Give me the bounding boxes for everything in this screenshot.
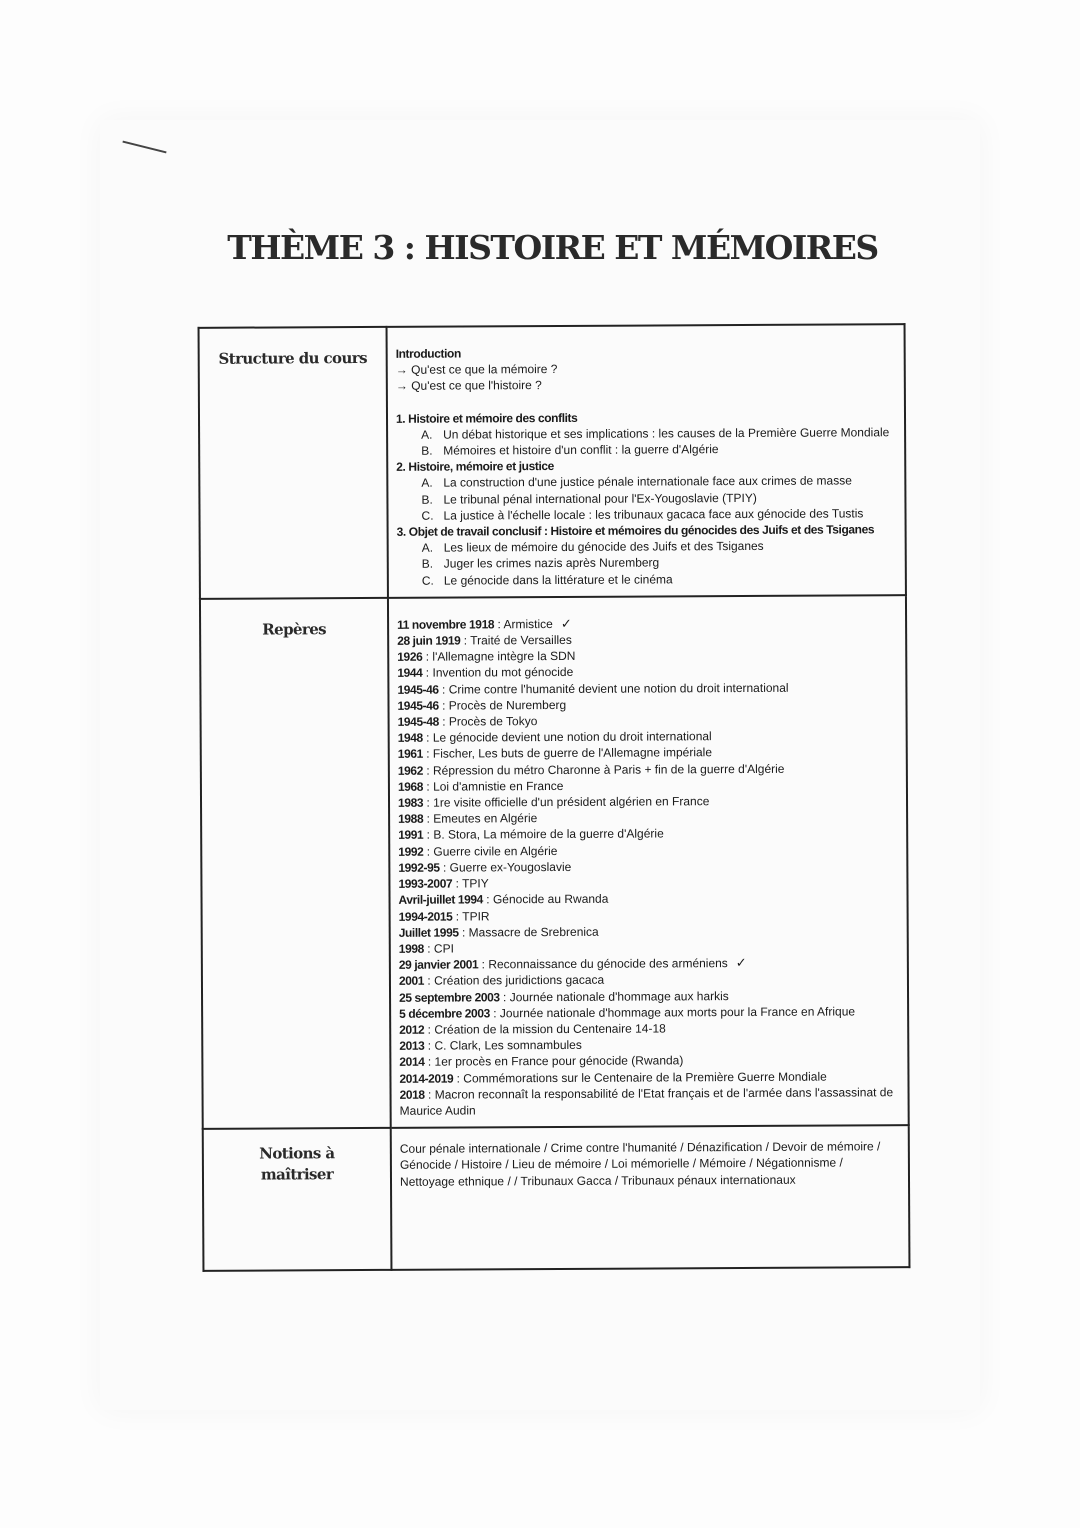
item-letter: B. [421,443,433,458]
part-title: 1. Histoire et mémoire des conflits [395,410,578,426]
repere-date: 2001 [398,973,425,989]
repere-item: 1962 : Répression du métro Charonne à Paris + fin de la guerre d'Algérie [397,761,785,778]
repere-item: 2014 : 1er procès en France pour génocide (Rwanda) [399,1053,684,1070]
part-item [396,424,896,443]
repere-text: Guerre ex-Yougoslavie [449,859,572,875]
repere-text: l'Allemagne intègre la SDN [432,649,576,664]
item-text: Le génocide dans la littérature et le cinéma [443,572,673,588]
repere-text: Macron reconnaît la responsabilité de l'Etat français et de l'armée dans l'assassinat de Maurice Audin [399,1084,894,1118]
repere-item: Avril-juillet 1994 : Génocide au Rwanda [398,892,609,908]
repere-date: 1945-46 [397,698,439,713]
course-table [198,323,911,1272]
repere-item: 1994-2015 : TPIR [398,908,490,924]
repere-text: Procès de Nuremberg [448,697,567,713]
item-letter: A. [421,476,433,491]
repere-item: 29 janvier 2001 : Reconnaissance du génocide des arméniens ✓ [398,955,747,972]
intro-heading: Introduction [395,346,461,361]
notions-content: Cour pénale internationale / Crime contre l'humanité / Dénazification / Devoir de mémoire / Génocide / Histoire / Lieu de mémoire / Loi mémorielle / Mémoire / Négationnisme / Nettoyage ethnique / / Tribunaux Gacca / Tribunaux pénaux internationaux [391,1125,910,1270]
repere-item: 1948 : Le génocide devient une notion du droit international [397,729,712,746]
repere-date: 2014 [399,1055,425,1070]
reperes-content [388,595,909,1128]
checkmark-icon: ✓ [735,955,747,971]
repere-text: Journée nationale d'hommage aux morts pour la France en Afrique [499,1004,856,1021]
repere-text: Création des juridictions gacaca [434,973,605,988]
repere-item: 1968 : Loi d'amnistie en France [397,778,564,794]
repere-item: 1961 : Fischer, Les buts de guerre de l'Allemagne impériale [397,745,713,762]
repere-date: 1944 [397,666,423,681]
repere-item: 1993-2007 : TPIY [398,876,489,891]
item-letter: B. [421,492,433,507]
repere-date: 1926 [397,649,423,665]
repere-date: 1992-95 [398,860,440,875]
repere-text: Traité de Versailles [470,632,572,648]
repere-date: 1994-2015 [398,909,453,924]
label-structure: Structure du cours [199,327,388,599]
row-structure [199,324,906,599]
question: → Qu'est ce que l'histoire ? [395,378,542,394]
repere-text: Commémorations sur le Centenaire de la Première Guerre Mondiale [463,1069,827,1086]
repere-date: 1968 [397,779,424,794]
row-notions [203,1125,910,1271]
repere-text: Journée nationale d'hommage aux harkis [509,988,729,1004]
repere-text: Création de la mission du Centenaire 14-18 [434,1021,666,1037]
repere-text: 1er procès en France pour génocide (Rwanda) [434,1053,684,1069]
repere-item: 2001 : Création des juridictions gacaca [398,973,605,989]
repere-date: 1945-48 [397,714,439,729]
repere-text: Répression du métro Charonne à Paris + fin de la guerre d'Algérie [432,761,785,778]
repere-item: 1926 : l'Allemagne intègre la SDN [397,649,576,665]
repere-date: 1961 [397,747,423,762]
repere-item: 1992-95 : Guerre ex-Yougoslavie [398,859,572,875]
repere-item: 2013 : C. Clark, Les somnambules [399,1037,582,1053]
label-notions: Notions à maîtriser [203,1128,392,1271]
repere-date: 2018 [399,1087,425,1102]
repere-text: Crime contre l'humanité devient une notion du droit international [448,680,789,697]
structure-content [387,324,906,598]
repere-text: Massacre de Srebrenica [468,924,599,940]
repere-date: Juillet 1995 [398,925,459,940]
repere-item: 1983 : 1re visite officielle d'un président algérien en France [397,794,710,810]
repere-date: 11 novembre 1918 [397,617,495,632]
item-letter: B. [421,557,434,572]
repere-item: 11 novembre 1918 : Armistice ✓ [397,615,572,632]
repere-item: 1998 : CPI [398,941,454,956]
item-text: Les lieux de mémoire du génocide des Juifs et des Tsiganes [443,539,764,555]
part-title: 2. Histoire, mémoire et justice [396,459,554,475]
row-reperes [200,595,909,1129]
part-title: 3. Objet de travail conclusif : Histoire et mémoires du génocides des Juifs et des Tsiganes [396,522,875,539]
item-letter: C. [421,508,434,523]
repere-date: 1948 [397,730,423,746]
repere-text: TPIY [462,876,489,891]
repere-item: 1991 : B. Stora, La mémoire de la guerre d'Algérie [398,826,664,843]
repere-date: 1992 [398,844,424,859]
repere-text: C. Clark, Les somnambules [434,1037,582,1053]
item-text: Mémoires et histoire d'un conflit : la guerre d'Algérie [443,442,719,458]
repere-item: Juillet 1995 : Massacre de Srebrenica [398,924,599,940]
repere-item: 2014-2019 : Commémorations sur le Centenaire de la Première Guerre Mondiale [399,1069,827,1086]
repere-item: 1945-46 : Crime contre l'humanité devient une notion du droit international [397,680,789,697]
label-reperes: Repères [200,598,391,1129]
page-title: THÈME 3 : HISTOIRE ET MÉMOIRES [227,228,878,267]
repere-date: 2012 [399,1022,425,1037]
repere-item: 2018 : Macron reconnaît la responsabilité de l'Etat français et de l'armée dans l'assassinat de Maurice Audin [399,1084,894,1118]
repere-date: 1993-2007 [398,876,453,891]
repere-date: 28 juin 1919 [397,633,461,648]
part-item [397,570,897,589]
repere-date: 25 septembre 2003 [399,989,500,1005]
item-letter: A. [421,540,434,555]
item-letter: C. [421,573,434,588]
repere-item: 1945-46 : Procès de Nuremberg [397,697,567,713]
repere-text: B. Stora, La mémoire de la guerre d'Algérie [433,826,664,843]
repere-text: Le génocide devient une notion du droit international [432,729,712,745]
item-text: La justice à l'échelle locale : les tribunaux gacaca face aux génocide des Tustis [443,506,864,523]
repere-text: Loi d'amnistie en France [433,778,564,794]
repere-date: 2014-2019 [399,1071,454,1086]
repere-text: Procès de Tokyo [448,714,538,729]
repere-text: Fischer, Les buts de guerre de l'Allemagne impériale [432,745,713,762]
repere-date: 2013 [399,1038,425,1053]
repere-item: 1988 : Emeutes en Algérie [398,811,538,827]
checkmark-icon: ✓ [560,615,572,631]
repere-item: 28 juin 1919 : Traité de Versailles [397,632,572,648]
repere-date: 1983 [397,795,424,810]
item-letter: A. [421,427,433,442]
repere-item: 2012 : Création de la mission du Centenaire 14-18 [399,1021,666,1037]
repere-item: 25 septembre 2003 : Journée nationale d'hommage aux harkis [399,988,729,1005]
repere-date: 1998 [398,941,424,956]
repere-text: Armistice [503,616,553,632]
repere-text: Génocide au Rwanda [492,892,609,907]
repere-text: Reconnaissance du génocide des arméniens [488,956,728,972]
repere-item: 1945-48 : Procès de Tokyo [397,714,538,729]
item-text: Le tribunal pénal international pour l'Ex-Yougoslavie (TPIY) [443,490,757,507]
repere-date: 1945-46 [397,682,439,697]
item-text: Un débat historique et ses implications : les causes de la Première Guerre Mondiale [443,425,890,442]
repere-text: Emeutes en Algérie [433,811,538,826]
repere-text: Invention du mot génocide [432,665,574,681]
repere-text: TPIR [462,908,490,923]
item-text: La construction d'une justice pénale internationale face aux crimes de masse [443,473,852,490]
repere-item: 5 décembre 2003 : Journée nationale d'hommage aux morts pour la France en Afrique [399,1004,856,1021]
repere-date: 5 décembre 2003 [399,1006,490,1021]
repere-date: 1962 [397,763,424,778]
item-text: Juger les crimes nazis après Nuremberg [443,555,660,572]
repere-date: 29 janvier 2001 [398,957,479,972]
repere-item: 1992 : Guerre civile en Algérie [398,843,558,859]
repere-date: 1988 [398,811,424,827]
part-item [396,473,896,492]
repere-item: 1944 : Invention du mot génocide [397,665,574,681]
repere-date: 1991 [398,828,424,843]
repere-date: Avril-juillet 1994 [398,892,483,908]
question: → Qu'est ce que la mémoire ? [395,362,558,378]
repere-text: CPI [433,941,454,956]
repere-text: 1re visite officielle d'un président algérien en France [433,794,710,810]
repere-text: Guerre civile en Algérie [433,843,558,859]
